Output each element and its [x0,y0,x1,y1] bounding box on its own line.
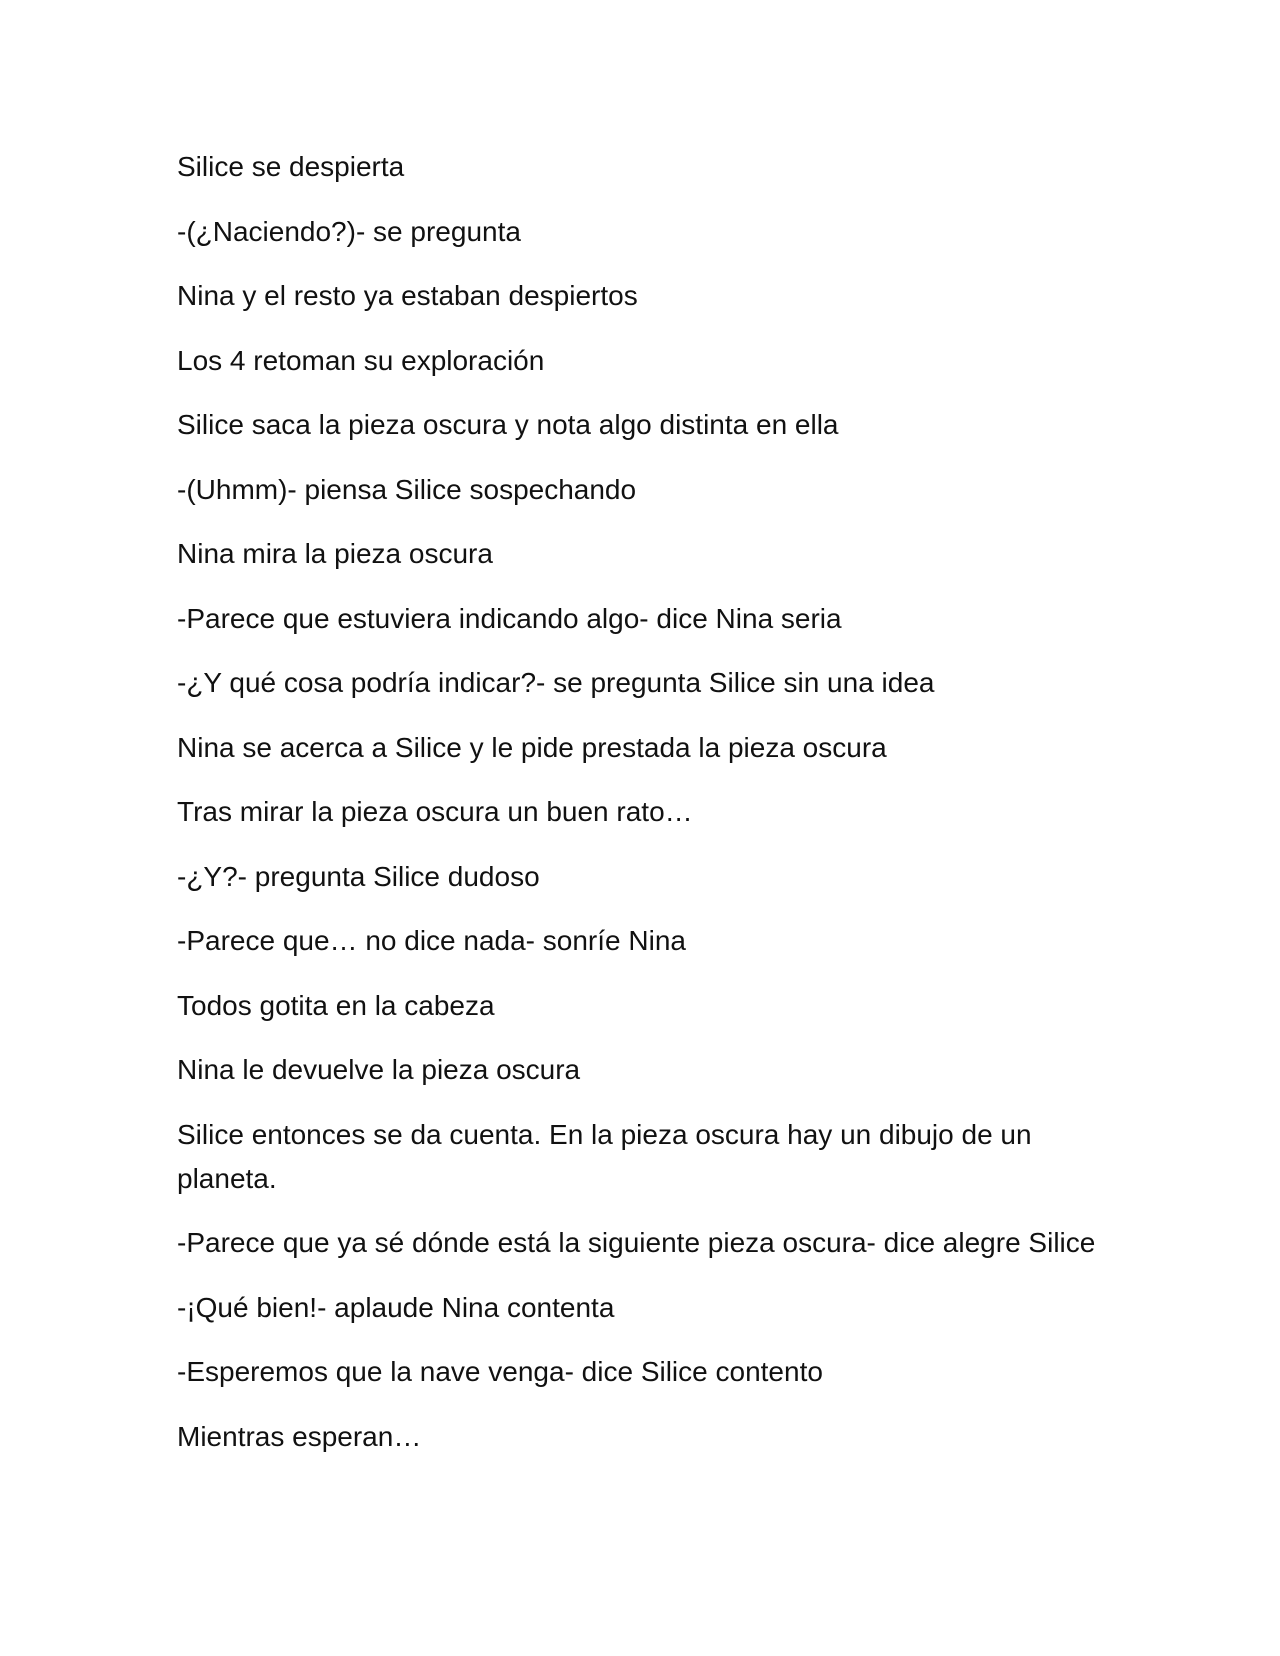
paragraph: -(Uhmm)- piensa Silice sospechando [177,473,637,505]
paragraph: Los 4 retoman su exploración [177,344,545,376]
paragraph: Nina le devuelve la pieza oscura [177,1054,581,1085]
paragraph: Todos gotita en la cabeza [177,989,495,1021]
paragraph: Tras mirar la pieza oscura un buen rato… [177,796,693,827]
paragraph: -Esperemos que la nave venga- dice Silice contento [177,1356,823,1387]
paragraph: -¡Qué bien!- aplaude Nina contenta [177,1291,615,1323]
paragraph: Nina se acerca a Silice y le pide prestada la pieza oscura [177,731,887,763]
paragraph: -¿Y?- pregunta Silice dudoso [177,860,540,892]
paragraph: -Parece que… no dice nada- sonríe Nina [177,925,686,956]
paragraph: -Parece que estuviera indicando algo- dice Nina seria [177,602,842,634]
paragraph: -Parece que ya sé dónde está la siguiente pieza oscura- dice alegre Silice [177,1227,1096,1258]
paragraph: Nina mira la pieza oscura [177,538,493,569]
paragraph: -¿Y qué cosa podría indicar?- se pregunta Silice sin una idea [177,667,935,698]
paragraph: Silice se despierta [177,151,405,182]
paragraph: -(¿Naciendo?)- se pregunta [177,215,521,247]
paragraph: Silice entonces se da cuenta. En la pieza oscura hay un dibujo de un planeta. [177,1118,1032,1194]
paragraph: Mientras esperan… [177,1420,422,1452]
paragraph: Silice saca la pieza oscura y nota algo distinta en ella [177,409,839,440]
document-body [177,145,1107,1479]
paragraph: Nina y el resto ya estaban despiertos [177,280,638,311]
